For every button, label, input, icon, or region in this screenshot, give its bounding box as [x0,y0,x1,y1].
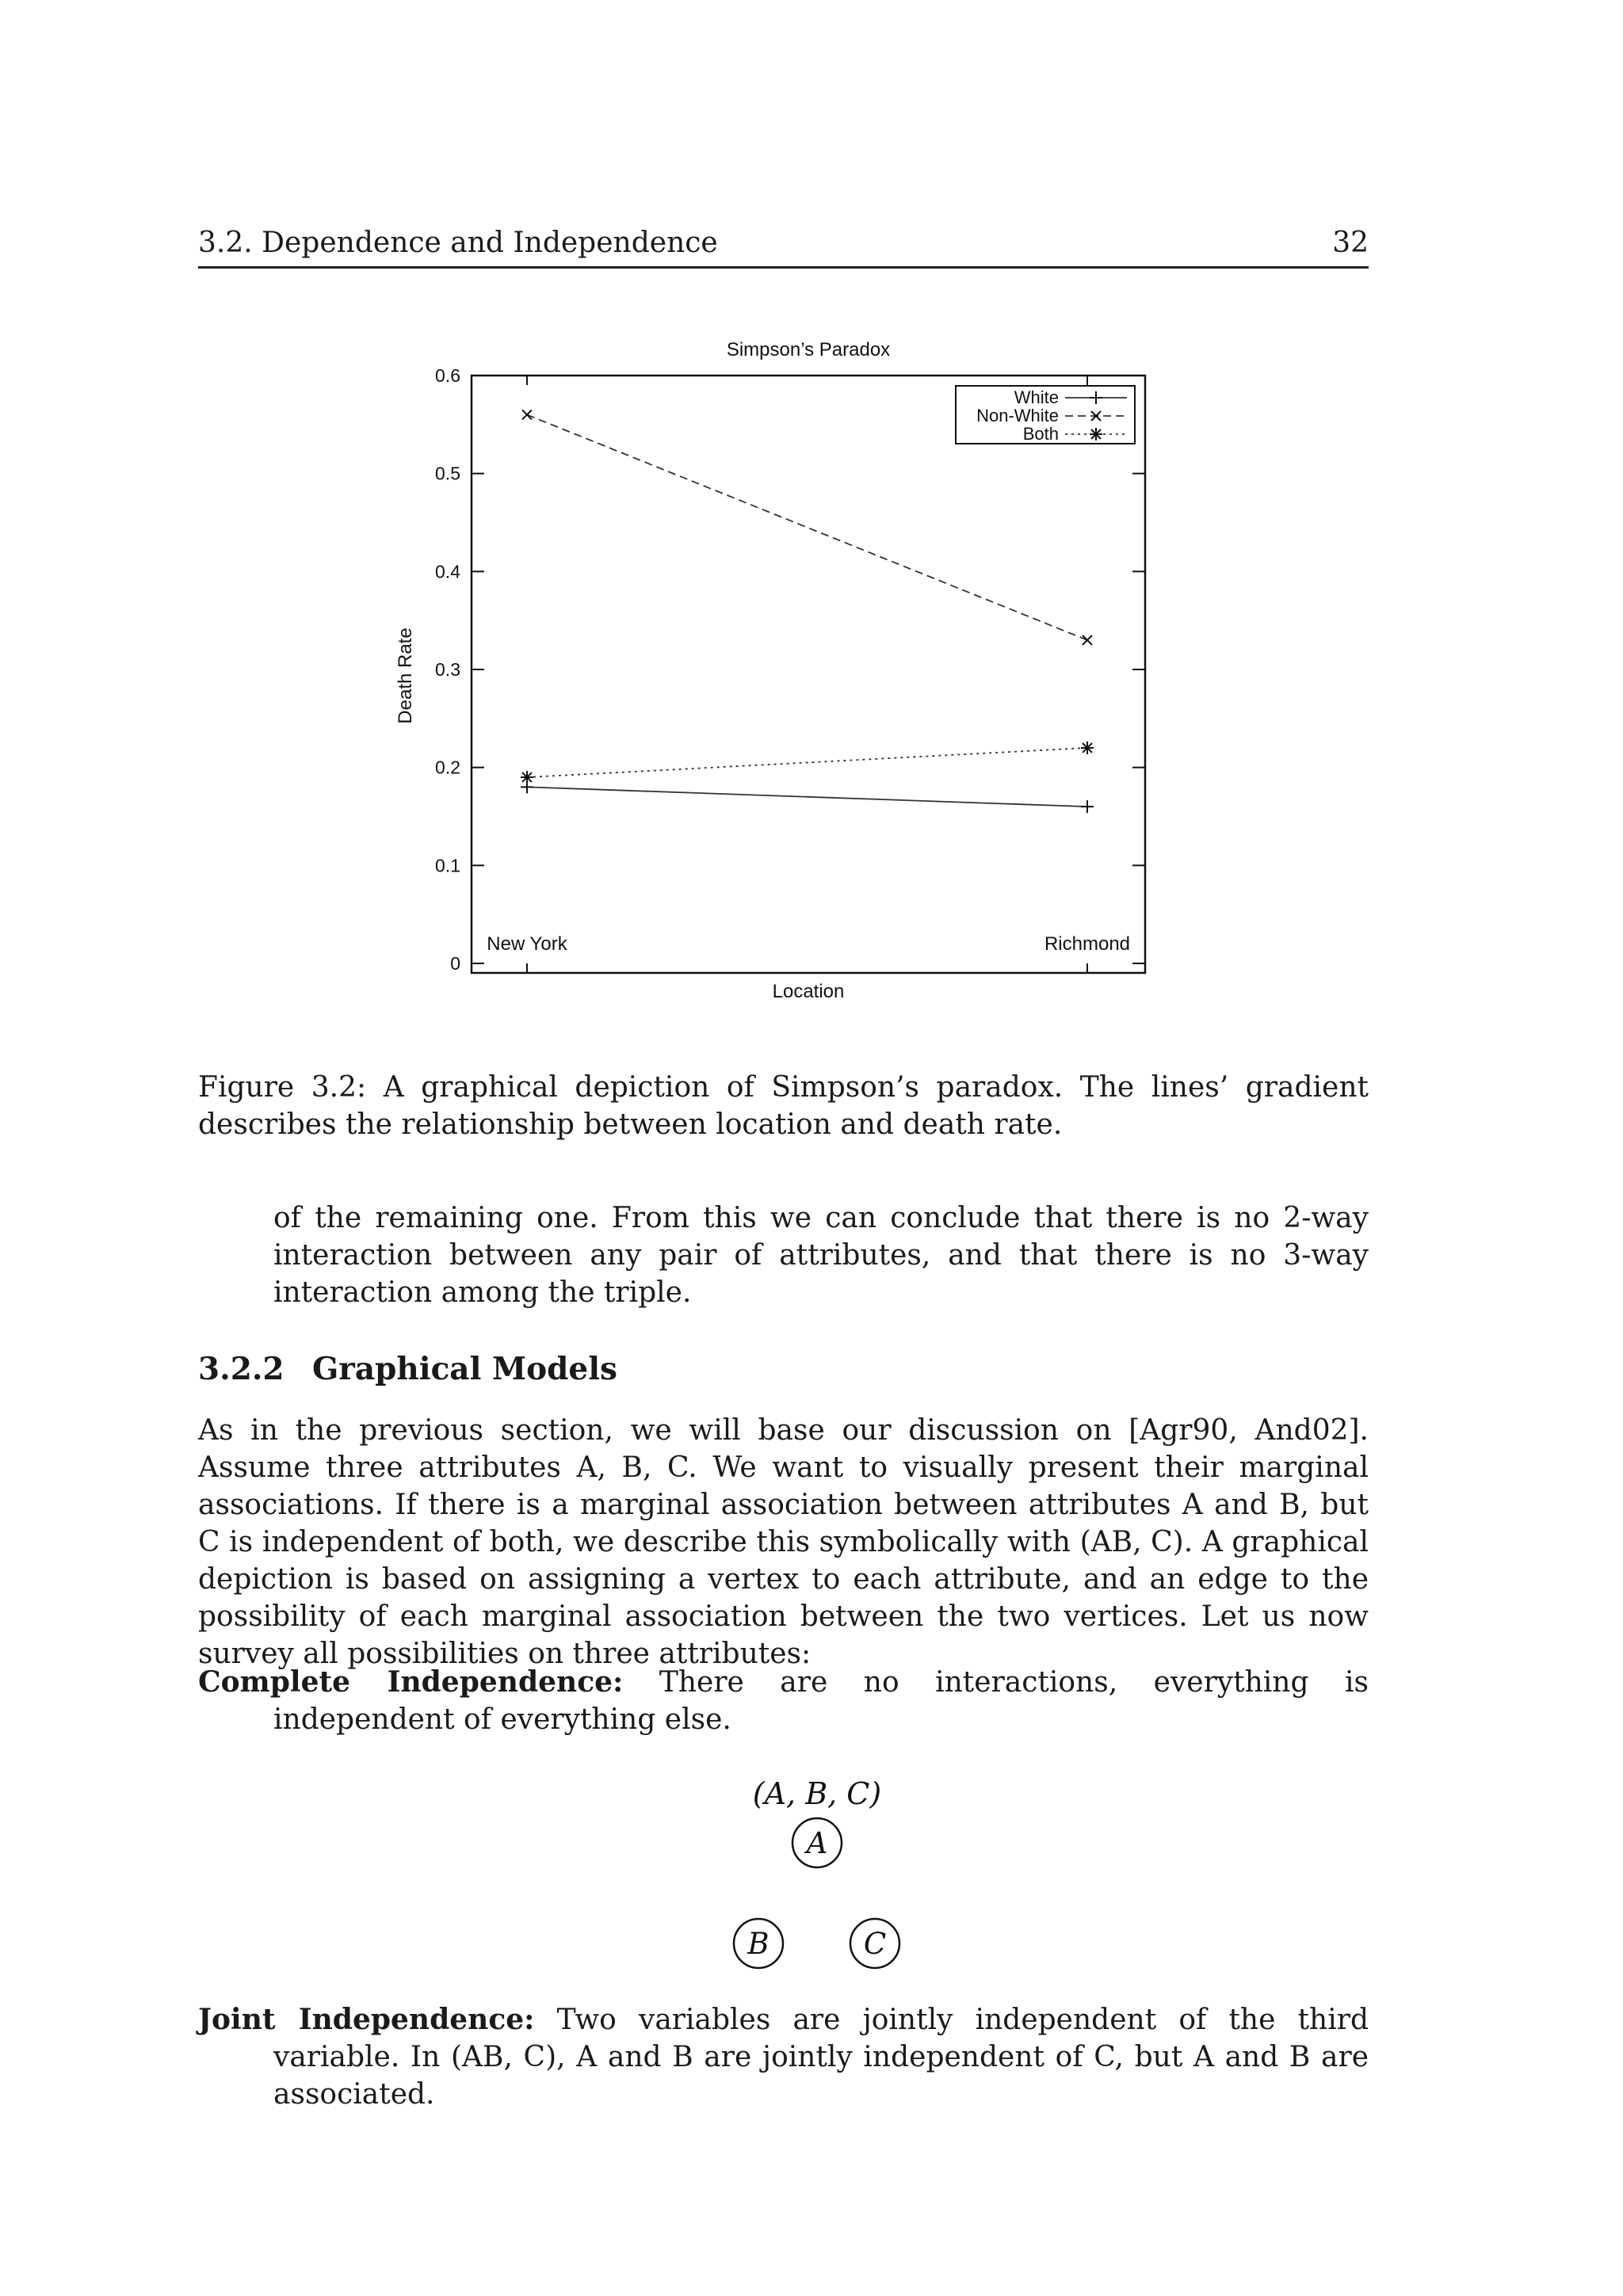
legend-label-white: White [1014,387,1059,407]
series-lines [527,414,1087,807]
body-paragraph: As in the previous section, we will base our discussion on [Agr90, And02]. Assume three attributes A, B, C. We want to visually present their marginal associations. If there is a marginal association between attributes A and B, but C is independent of both, we describe this symbolically with (AB, C). A graphical depiction is based on assigning a vertex to each attribute, and an edge to the possibility of each marginal association between the two vertices. Let us now survey all possibilities on three attributes: [198,1414,1369,1670]
y-tick-label-6: 0.6 [435,365,460,386]
node-a-label: A [806,1826,828,1860]
node-b-circle [734,1919,783,1968]
series-line-both [527,748,1087,777]
node-b [734,1919,783,1968]
x-axis-label: Location [772,981,845,1002]
diagram-label: (A, B, C) [752,1776,882,1811]
section-title: Graphical Models [312,1351,618,1387]
y-tick-label-4: 0.4 [435,561,460,582]
y-tick-label-1: 0.1 [435,855,460,876]
section-heading [198,1351,617,1387]
node-a-circle [792,1818,842,1867]
simpsons-paradox-chart [0,0,1623,1046]
page-number: 32 [1332,227,1369,259]
y-tick-label-5: 0.5 [435,463,460,484]
continuation-paragraph: of the remaining one. From this we can conclude that there is no 2-way interaction between any pair of attributes, and that there is no 3-way interaction among the triple. [273,1202,1369,1309]
list-item-complete-independence [198,1664,1369,1738]
legend [956,386,1135,444]
node-b-label: B [747,1927,769,1961]
item-text: Two variables are jointly independent of the third variable. In (AB, C), A and B are jointly independent of C, but A and B are associated. [273,2004,1369,2111]
y-axis-label: Death Rate [395,627,416,724]
section-number: 3.2.2 [198,1351,285,1387]
category-label-richmond: Richmond [1044,933,1131,955]
y-tick-label-0: 0 [450,953,460,974]
legend-label-both: Both [1022,424,1059,444]
node-c-circle [850,1919,899,1968]
item-term: Joint Independence: [198,2003,535,2036]
category-label-new-york: New York [487,933,567,955]
list-item-joint-independence [198,2001,1369,2113]
chart-title: Simpson’s Paradox [726,339,891,360]
y-axis-ticks [435,365,1145,974]
running-header: 3.2. Dependence and Independence [198,227,718,259]
plot-frame [472,376,1145,973]
y-tick-label-2: 0.2 [435,757,460,778]
y-tick-label-3: 0.3 [435,659,460,680]
node-c-label: C [863,1927,887,1961]
node-a [792,1818,842,1867]
node-c [850,1919,899,1968]
series-line-non-white [527,414,1087,639]
item-text: There are no interactions, everything is independent of everything else. [273,1666,1369,1736]
legend-label-non-white: Non-White [976,406,1059,425]
figure-caption: Figure 3.2: A graphical depiction of Simpson’s paradox. The lines’ gradient describes the relationship between location and death rate. [198,1071,1369,1141]
series-line-white [527,787,1087,807]
series-markers [521,410,1094,813]
item-term: Complete Independence: [198,1665,624,1699]
